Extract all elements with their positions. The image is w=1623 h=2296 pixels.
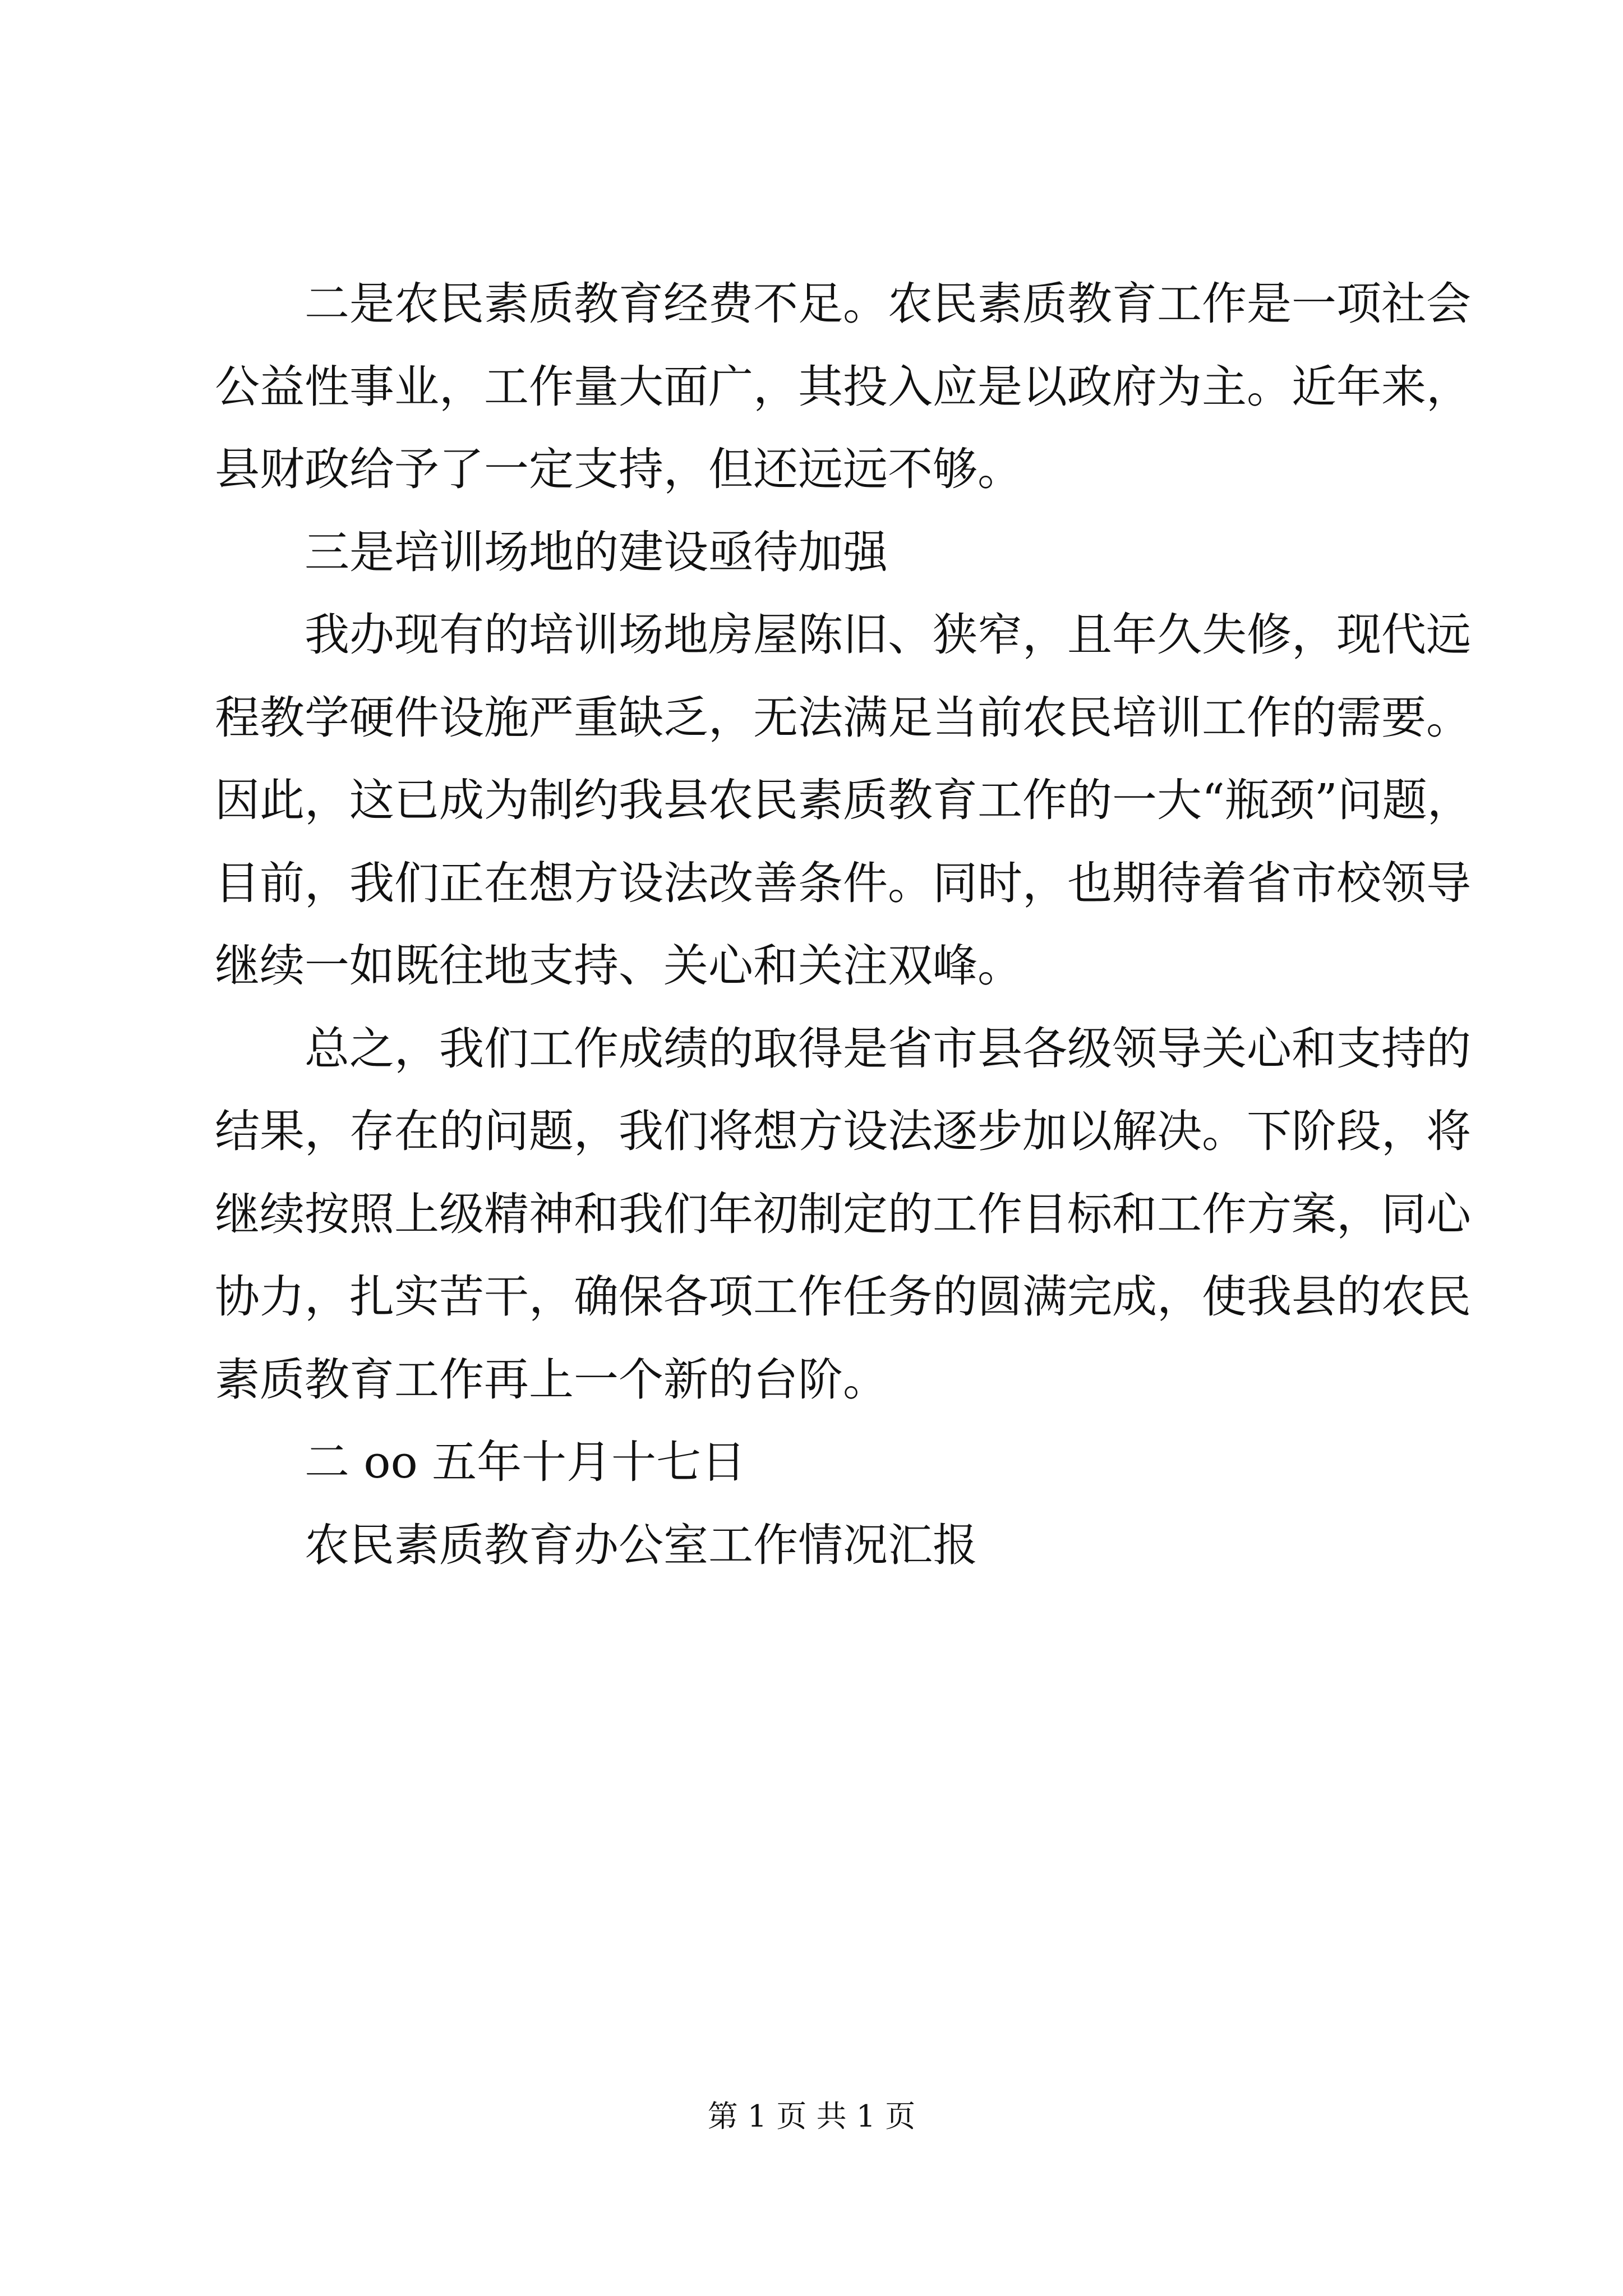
paragraph-line: 公益性事业，工作量大面广，其投入应是以政府为主。近年来， (215, 360, 1471, 413)
paragraph-line: 程教学硬件设施严重缺乏，无法满足当前农民培训工作的需要。 (215, 691, 1471, 744)
paragraph-line: 协力，扎实苦干，确保各项工作任务的圆满完成，使我县的农民 (215, 1271, 1471, 1323)
paragraph-line: 二是农民素质教育经费不足。农民素质教育工作是一项社会 (305, 278, 1471, 330)
section-heading: 三是培训场地的建设亟待加强 (305, 526, 888, 578)
document-title-line: 农民素质教育办公室工作情况汇报 (305, 1519, 978, 1571)
document-body (215, 263, 1472, 1586)
paragraph-line: 总之，我们工作成绩的取得是省市县各级领导关心和支持的 (305, 1022, 1471, 1075)
page-footer: 第 1 页 共 1 页 (707, 2099, 916, 2134)
paragraph-line: 结果，存在的问题，我们将想方设法逐步加以解决。下阶段，将 (215, 1105, 1471, 1157)
paragraph-line: 目前，我们正在想方设法改善条件。同时，也期待着省市校领导 (215, 857, 1471, 909)
paragraph-line: 因此，这已成为制约我县农民素质教育工作的一大“瓶颈”问题， (215, 774, 1472, 826)
paragraph-line: 继续按照上级精神和我们年初制定的工作目标和工作方案，同心 (215, 1188, 1471, 1240)
paragraph-line: 县财政给予了一定支持，但还远远不够。 (215, 443, 1022, 495)
paragraph-line: 继续一如既往地支持、关心和关注双峰。 (215, 940, 1022, 992)
document-date: 二 oo 五年十月十七日 (305, 1436, 746, 1488)
paragraph-line: 我办现有的培训场地房屋陈旧、狭窄，且年久失修，现代远 (305, 609, 1471, 661)
paragraph-line: 素质教育工作再上一个新的台阶。 (215, 1353, 888, 1406)
